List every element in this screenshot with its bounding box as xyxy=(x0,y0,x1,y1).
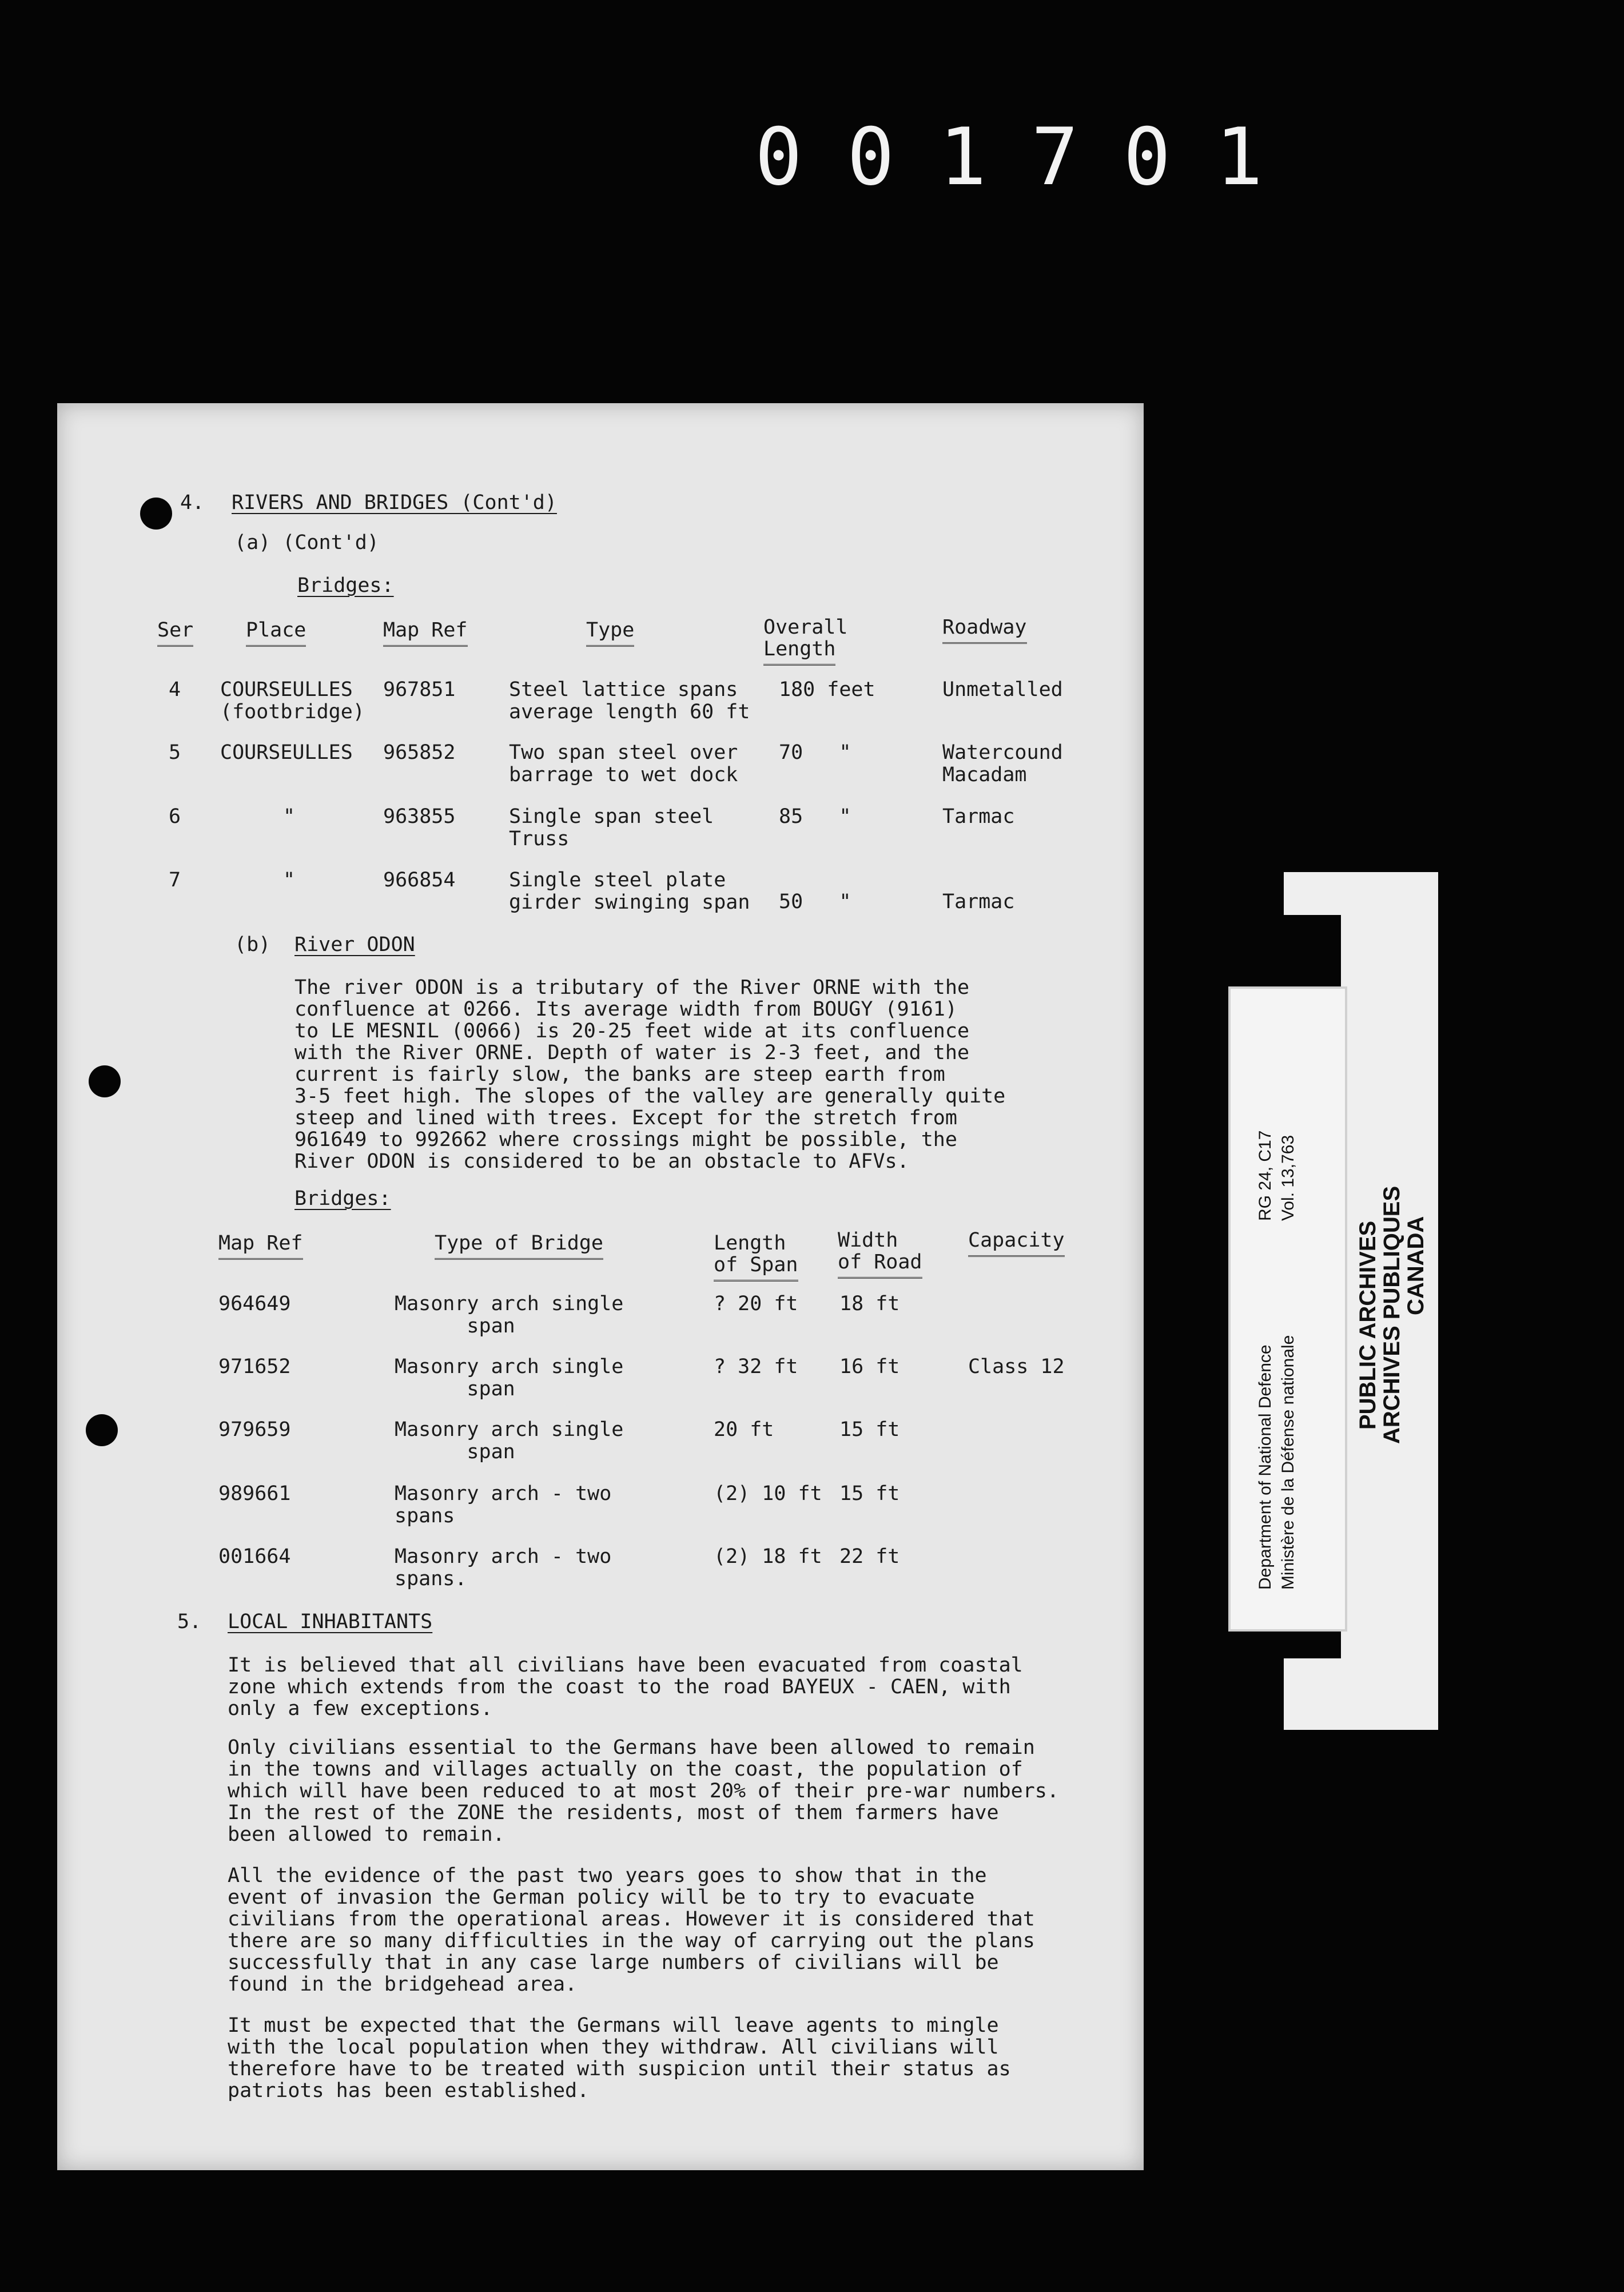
cell-roadway: Unmetalled xyxy=(942,678,1063,701)
cell-map-ref: 001664 xyxy=(218,1545,291,1568)
col-header-length: Length xyxy=(763,638,835,666)
table-row xyxy=(57,869,1144,921)
cell-width: 18 ft xyxy=(839,1292,900,1315)
cell-type: Masonry arch - two spans. xyxy=(395,1545,612,1590)
cell-width: 15 ft xyxy=(839,1482,900,1505)
stamp-country: CANADA xyxy=(1403,1216,1428,1315)
cell-length: 85 " xyxy=(779,805,851,828)
cell-place: COURSEULLES (footbridge) xyxy=(220,678,365,723)
table-row xyxy=(57,806,1144,857)
bridges-heading: Bridges: xyxy=(294,1187,391,1210)
cell-ser: 7 xyxy=(169,869,181,892)
col-header-type: Type xyxy=(586,619,634,647)
stamp-archives-fr: ARCHIVES PUBLIQUES xyxy=(1379,1185,1404,1444)
cell-map-ref: 964649 xyxy=(218,1292,291,1315)
col-header-map-ref: Map Ref xyxy=(383,619,468,647)
inhabitants-paragraph: It must be expected that the Germans will leave agents to mingle with the local population when they withdraw. All civilians will therefore have to be treated with suspicion until their status as patriots has been established. xyxy=(228,2014,1011,2102)
cell-map-ref: 963855 xyxy=(383,805,456,828)
cell-type: Masonry arch - two spans xyxy=(395,1482,612,1527)
cell-place: COURSEULLES xyxy=(220,741,353,764)
cell-roadway: Watercound Macadam xyxy=(942,741,1063,786)
table-row xyxy=(57,679,1144,730)
table-row xyxy=(57,1483,1144,1534)
col-header-length: of Span xyxy=(714,1254,798,1282)
cell-type: Single steel plate girder swinging span xyxy=(509,869,750,914)
section-heading: LOCAL INHABITANTS xyxy=(228,1610,433,1633)
col-header-width: of Road xyxy=(838,1251,922,1279)
cell-capacity: Class 12 xyxy=(968,1355,1065,1378)
stamp-volume: Vol. 13,763 xyxy=(1279,1135,1297,1221)
cell-ser: 6 xyxy=(169,805,181,828)
cell-length: 50 " xyxy=(779,890,851,913)
cell-type: Masonry arch single span xyxy=(395,1292,624,1338)
cell-place: " xyxy=(283,869,296,892)
cell-map-ref: 971652 xyxy=(218,1355,291,1378)
cell-ser: 4 xyxy=(169,678,181,701)
cell-length: 70 " xyxy=(779,741,851,764)
section-number: 5. xyxy=(177,1610,202,1633)
cell-length: 20 ft xyxy=(714,1418,774,1441)
table-row xyxy=(57,1419,1144,1470)
cell-place: " xyxy=(283,805,296,828)
cell-length: (2) 18 ft xyxy=(714,1545,822,1568)
stamp-record-group: RG 24, C17 xyxy=(1256,1130,1275,1221)
cell-width: 16 ft xyxy=(839,1355,900,1378)
cell-type: Two span steel over barrage to wet dock xyxy=(509,741,738,786)
col-header-roadway: Roadway xyxy=(942,616,1027,644)
cell-map-ref: 979659 xyxy=(218,1418,291,1441)
cell-map-ref: 966854 xyxy=(383,869,456,892)
subsection-title: River ODON xyxy=(294,933,415,956)
col-header-ser: Ser xyxy=(157,619,193,647)
cell-length: (2) 10 ft xyxy=(714,1482,822,1505)
col-header-map-ref: Map Ref xyxy=(218,1232,303,1260)
table-row xyxy=(57,742,1144,793)
col-header-length: Length xyxy=(714,1232,786,1255)
cell-map-ref: 967851 xyxy=(383,678,456,701)
table-row xyxy=(57,1356,1144,1407)
inhabitants-paragraph: Only civilians essential to the Germans have been allowed to remain in the towns and villages actually on the coast, the population of which will have been reduced to at most 20% of their pre-war numbers. In the rest of the ZONE the residents, most of them farmers have been allowed to remain. xyxy=(228,1736,1059,1846)
cell-type: Steel lattice spans average length 60 ft xyxy=(509,678,750,723)
cell-width: 22 ft xyxy=(839,1545,900,1568)
stamp-department-en: Department of National Defence xyxy=(1256,1344,1275,1590)
section-number: 4. xyxy=(180,491,205,514)
bridges-heading: Bridges: xyxy=(297,574,394,597)
col-header-capacity: Capacity xyxy=(968,1229,1065,1257)
cell-type: Masonry arch single span xyxy=(395,1355,624,1400)
col-header-width: Width xyxy=(838,1229,898,1252)
inhabitants-paragraph: All the evidence of the past two years goes to show that in the event of invasion the German policy will be to try to evacuate civilians from the operational areas. However it is considered that there are so many difficulties in the way of carrying out the plans successfully that in any case large numbers of civilians will be found in the bridgehead area. xyxy=(228,1864,1035,1996)
table-row xyxy=(57,1293,1144,1344)
cell-length: ? 20 ft xyxy=(714,1292,798,1315)
stamp-department-fr: Ministère de la Défense nationale xyxy=(1279,1335,1297,1590)
subsection-label: (b) xyxy=(234,933,271,956)
cell-type: Masonry arch single span xyxy=(395,1418,624,1463)
col-header-place: Place xyxy=(246,619,306,647)
cell-width: 15 ft xyxy=(839,1418,900,1441)
document-page xyxy=(57,403,1144,2170)
col-header-length: Overall xyxy=(763,616,848,639)
cell-length: ? 32 ft xyxy=(714,1355,798,1378)
cell-roadway: Tarmac xyxy=(942,890,1015,913)
col-header-type: Type of Bridge xyxy=(435,1232,603,1260)
subsection-label: (a) (Cont'd) xyxy=(234,531,379,554)
cell-map-ref: 965852 xyxy=(383,741,456,764)
odon-paragraph: The river ODON is a tributary of the River ORNE with the confluence at 0266. Its average width from BOUGY (9161) to LE MESNIL (0066) is 20-25 feet wide at its confluence with the River ORNE. Depth of water is 2-3 feet, and the current is fairly slow, the banks are steep earth from 3-5 feet high. The slopes of the valley are generally quite steep and lined with trees. Except for the stretch from 961649 to 992662 where crossings might be possible, the River ODON is considered to be an obstacle to AFVs. xyxy=(294,976,1006,1173)
cell-length: 180 feet xyxy=(779,678,875,701)
cell-roadway: Tarmac xyxy=(942,805,1015,828)
frame-number: 001701 xyxy=(755,111,1308,203)
cell-type: Single span steel Truss xyxy=(509,805,714,850)
section-heading: RIVERS AND BRIDGES (Cont'd) xyxy=(232,491,557,514)
cell-map-ref: 989661 xyxy=(218,1482,291,1505)
punch-hole xyxy=(89,1065,121,1097)
punch-hole xyxy=(140,498,172,530)
cell-ser: 5 xyxy=(169,741,181,764)
table-row xyxy=(57,1546,1144,1597)
stamp-archives-en: PUBLIC ARCHIVES xyxy=(1355,1220,1380,1430)
inhabitants-paragraph: It is believed that all civilians have been evacuated from coastal zone which extends from the coast to the road BAYEUX - CAEN, with only a few exceptions. xyxy=(228,1654,1023,1720)
